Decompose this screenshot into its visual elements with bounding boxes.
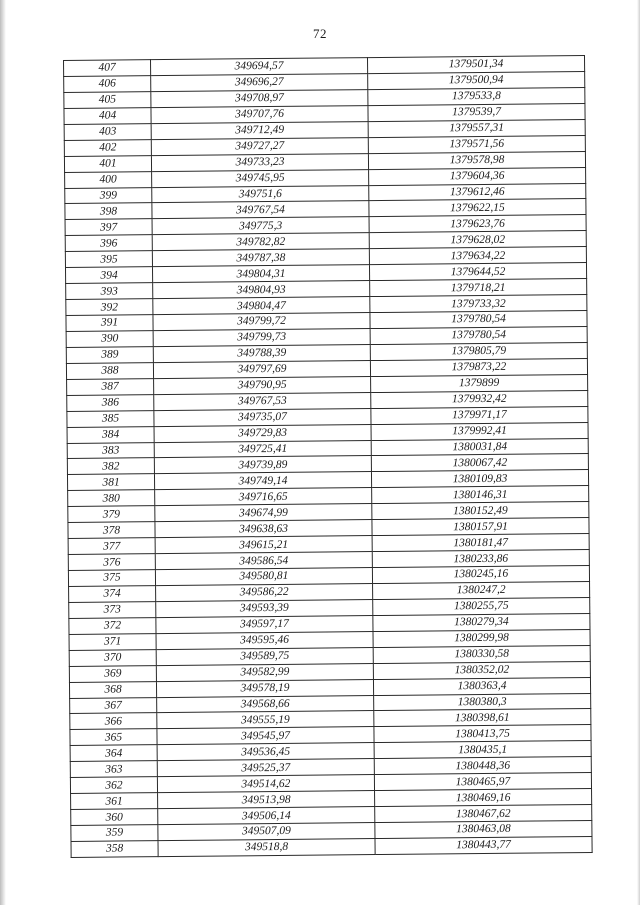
point-number-cell: 374 [69,586,156,603]
x-coordinate-cell: 349751,6 [152,185,369,203]
x-coordinate-cell: 349733,23 [151,153,368,171]
x-coordinate-cell: 349536,45 [157,743,374,761]
point-number-cell: 368 [69,681,156,698]
x-coordinate-cell: 349716,65 [155,488,372,506]
point-number-cell: 406 [64,76,151,93]
point-number-cell: 361 [71,793,158,810]
y-coordinate-cell: 1380067,42 [371,454,588,472]
x-coordinate-cell: 349797,69 [153,360,370,378]
x-coordinate-cell: 349506,14 [158,807,375,825]
y-coordinate-cell: 1379932,42 [371,390,588,408]
y-coordinate-cell: 1379718,21 [370,279,587,297]
scan-shadow-left [0,0,6,905]
y-coordinate-cell: 1380435,1 [374,741,591,759]
point-number-cell: 365 [70,729,157,746]
y-coordinate-cell: 1380299,98 [373,629,590,647]
point-number-cell: 366 [70,713,157,730]
point-number-cell: 401 [64,155,151,172]
point-number-cell: 384 [67,426,154,443]
x-coordinate-cell: 349580,81 [155,568,372,586]
y-coordinate-cell: 1380380,3 [374,693,591,711]
x-coordinate-cell: 349595,46 [156,631,373,649]
point-number-cell: 385 [67,410,154,427]
y-coordinate-cell: 1380448,36 [374,757,591,775]
y-coordinate-cell: 1380363,4 [373,677,590,695]
x-coordinate-cell: 349735,07 [154,408,371,426]
y-coordinate-cell: 1379500,94 [368,71,585,89]
x-coordinate-cell: 349782,82 [152,233,369,251]
x-coordinate-cell: 349712,49 [151,121,368,139]
x-coordinate-cell: 349615,21 [155,536,372,554]
point-number-cell: 380 [68,490,155,507]
x-coordinate-cell: 349767,54 [152,201,369,219]
x-coordinate-cell: 349507,09 [158,823,375,841]
y-coordinate-cell: 1379623,76 [369,215,586,233]
point-number-cell: 404 [64,107,151,124]
x-coordinate-cell: 349749,14 [154,472,371,490]
y-coordinate-cell: 1379501,34 [367,55,584,73]
point-number-cell: 367 [70,697,157,714]
y-coordinate-cell: 1379539,7 [368,103,585,121]
x-coordinate-cell: 349725,41 [154,440,371,458]
point-number-cell: 405 [64,92,151,109]
point-number-cell: 370 [69,649,156,666]
x-coordinate-cell: 349586,22 [156,583,373,601]
y-coordinate-cell: 1379733,32 [370,295,587,313]
y-coordinate-cell: 1380330,58 [373,645,590,663]
point-number-cell: 381 [67,474,154,491]
y-coordinate-cell: 1380279,34 [373,613,590,631]
x-coordinate-cell: 349578,19 [156,679,373,697]
point-number-cell: 364 [70,745,157,762]
x-coordinate-cell: 349638,63 [155,520,372,538]
point-number-cell: 379 [68,506,155,523]
point-number-cell: 378 [68,522,155,539]
x-coordinate-cell: 349707,76 [151,105,368,123]
point-number-cell: 373 [69,602,156,619]
point-number-cell: 398 [65,203,152,220]
x-coordinate-cell: 349775,3 [152,217,369,235]
y-coordinate-cell: 1380467,62 [375,805,592,823]
y-coordinate-cell: 1379780,54 [370,310,587,328]
x-coordinate-cell: 349799,73 [153,329,370,347]
x-coordinate-cell: 349788,39 [153,344,370,362]
y-coordinate-cell: 1380443,77 [375,836,592,854]
y-coordinate-cell: 1380465,97 [374,773,591,791]
y-coordinate-cell: 1380398,61 [374,709,591,727]
y-coordinate-cell: 1380157,91 [372,518,589,536]
y-coordinate-cell: 1380247,2 [373,581,590,599]
point-number-cell: 393 [66,283,153,300]
x-coordinate-cell: 349804,47 [153,297,370,315]
y-coordinate-cell: 1379557,31 [368,119,585,137]
point-number-cell: 375 [68,570,155,587]
point-number-cell: 388 [66,362,153,379]
point-number-cell: 386 [67,394,154,411]
point-number-cell: 358 [71,841,158,858]
point-number-cell: 376 [68,554,155,571]
y-coordinate-cell: 1380233,86 [372,550,589,568]
y-coordinate-cell: 1379622,15 [369,199,586,217]
x-coordinate-cell: 349727,27 [151,137,368,155]
y-coordinate-cell: 1379571,56 [368,135,585,153]
x-coordinate-cell: 349518,8 [158,838,375,856]
point-number-cell: 371 [69,633,156,650]
x-coordinate-cell: 349593,39 [156,599,373,617]
y-coordinate-cell: 1380352,02 [373,661,590,679]
y-coordinate-cell: 1380463,08 [375,820,592,838]
point-number-cell: 382 [67,458,154,475]
y-coordinate-cell: 1379604,36 [369,167,586,185]
y-coordinate-cell: 1379612,46 [369,183,586,201]
point-number-cell: 399 [65,187,152,204]
x-coordinate-cell: 349525,37 [157,759,374,777]
point-number-cell: 389 [66,347,153,364]
y-coordinate-cell: 1380255,75 [373,597,590,615]
point-number-cell: 363 [70,761,157,778]
point-number-cell: 362 [70,777,157,794]
point-number-cell: 369 [69,665,156,682]
point-number-cell: 397 [65,219,152,236]
y-coordinate-cell: 1380245,16 [372,565,589,583]
point-number-cell: 391 [66,315,153,332]
coordinates-table [63,55,593,858]
point-number-cell: 407 [64,60,151,77]
x-coordinate-cell: 349582,99 [156,663,373,681]
point-number-cell: 359 [71,825,158,842]
y-coordinate-cell: 1379899 [371,374,588,392]
point-number-cell: 390 [66,331,153,348]
point-number-cell: 360 [71,809,158,826]
x-coordinate-cell: 349729,83 [154,424,371,442]
x-coordinate-cell: 349694,57 [151,58,368,76]
x-coordinate-cell: 349804,31 [152,265,369,283]
y-coordinate-cell: 1380031,84 [371,438,588,456]
point-number-cell: 383 [67,442,154,459]
point-number-cell: 377 [68,538,155,555]
y-coordinate-cell: 1379780,54 [370,326,587,344]
y-coordinate-cell: 1380181,47 [372,534,589,552]
y-coordinate-cell: 1379578,98 [368,151,585,169]
x-coordinate-cell: 349767,53 [154,392,371,410]
point-number-cell: 395 [65,251,152,268]
point-number-cell: 402 [64,139,151,156]
y-coordinate-cell: 1379805,79 [370,342,587,360]
y-coordinate-cell: 1379644,52 [369,263,586,281]
x-coordinate-cell: 349739,89 [154,456,371,474]
x-coordinate-cell: 349568,66 [157,695,374,713]
x-coordinate-cell: 349674,99 [155,504,372,522]
x-coordinate-cell: 349787,38 [152,249,369,267]
y-coordinate-cell: 1380413,75 [374,725,591,743]
x-coordinate-cell: 349745,95 [152,169,369,187]
y-coordinate-cell: 1380152,49 [372,502,589,520]
point-number-cell: 394 [65,267,152,284]
page-number: 72 [313,26,327,41]
y-coordinate-cell: 1380146,31 [372,486,589,504]
y-coordinate-cell: 1380109,83 [371,470,588,488]
x-coordinate-cell: 349513,98 [158,791,375,809]
coordinates-table-container [63,55,589,858]
x-coordinate-cell: 349555,19 [157,711,374,729]
x-coordinate-cell: 349790,95 [154,376,371,394]
table-body [64,55,593,857]
y-coordinate-cell: 1379634,22 [369,247,586,265]
x-coordinate-cell: 349586,54 [155,552,372,570]
x-coordinate-cell: 349589,75 [156,647,373,665]
y-coordinate-cell: 1379971,17 [371,406,588,424]
x-coordinate-cell: 349804,93 [153,281,370,299]
point-number-cell: 396 [65,235,152,252]
x-coordinate-cell: 349708,97 [151,89,368,107]
point-number-cell: 387 [67,378,154,395]
point-number-cell: 372 [69,617,156,634]
y-coordinate-cell: 1379992,41 [371,422,588,440]
y-coordinate-cell: 1379533,8 [368,87,585,105]
point-number-cell: 400 [65,171,152,188]
x-coordinate-cell: 349545,97 [157,727,374,745]
x-coordinate-cell: 349514,62 [157,775,374,793]
y-coordinate-cell: 1379873,22 [370,358,587,376]
x-coordinate-cell: 349696,27 [151,74,368,92]
point-number-cell: 392 [66,299,153,316]
x-coordinate-cell: 349799,72 [153,313,370,331]
point-number-cell: 403 [64,123,151,140]
y-coordinate-cell: 1380469,16 [375,789,592,807]
y-coordinate-cell: 1379628,02 [369,231,586,249]
x-coordinate-cell: 349597,17 [156,615,373,633]
